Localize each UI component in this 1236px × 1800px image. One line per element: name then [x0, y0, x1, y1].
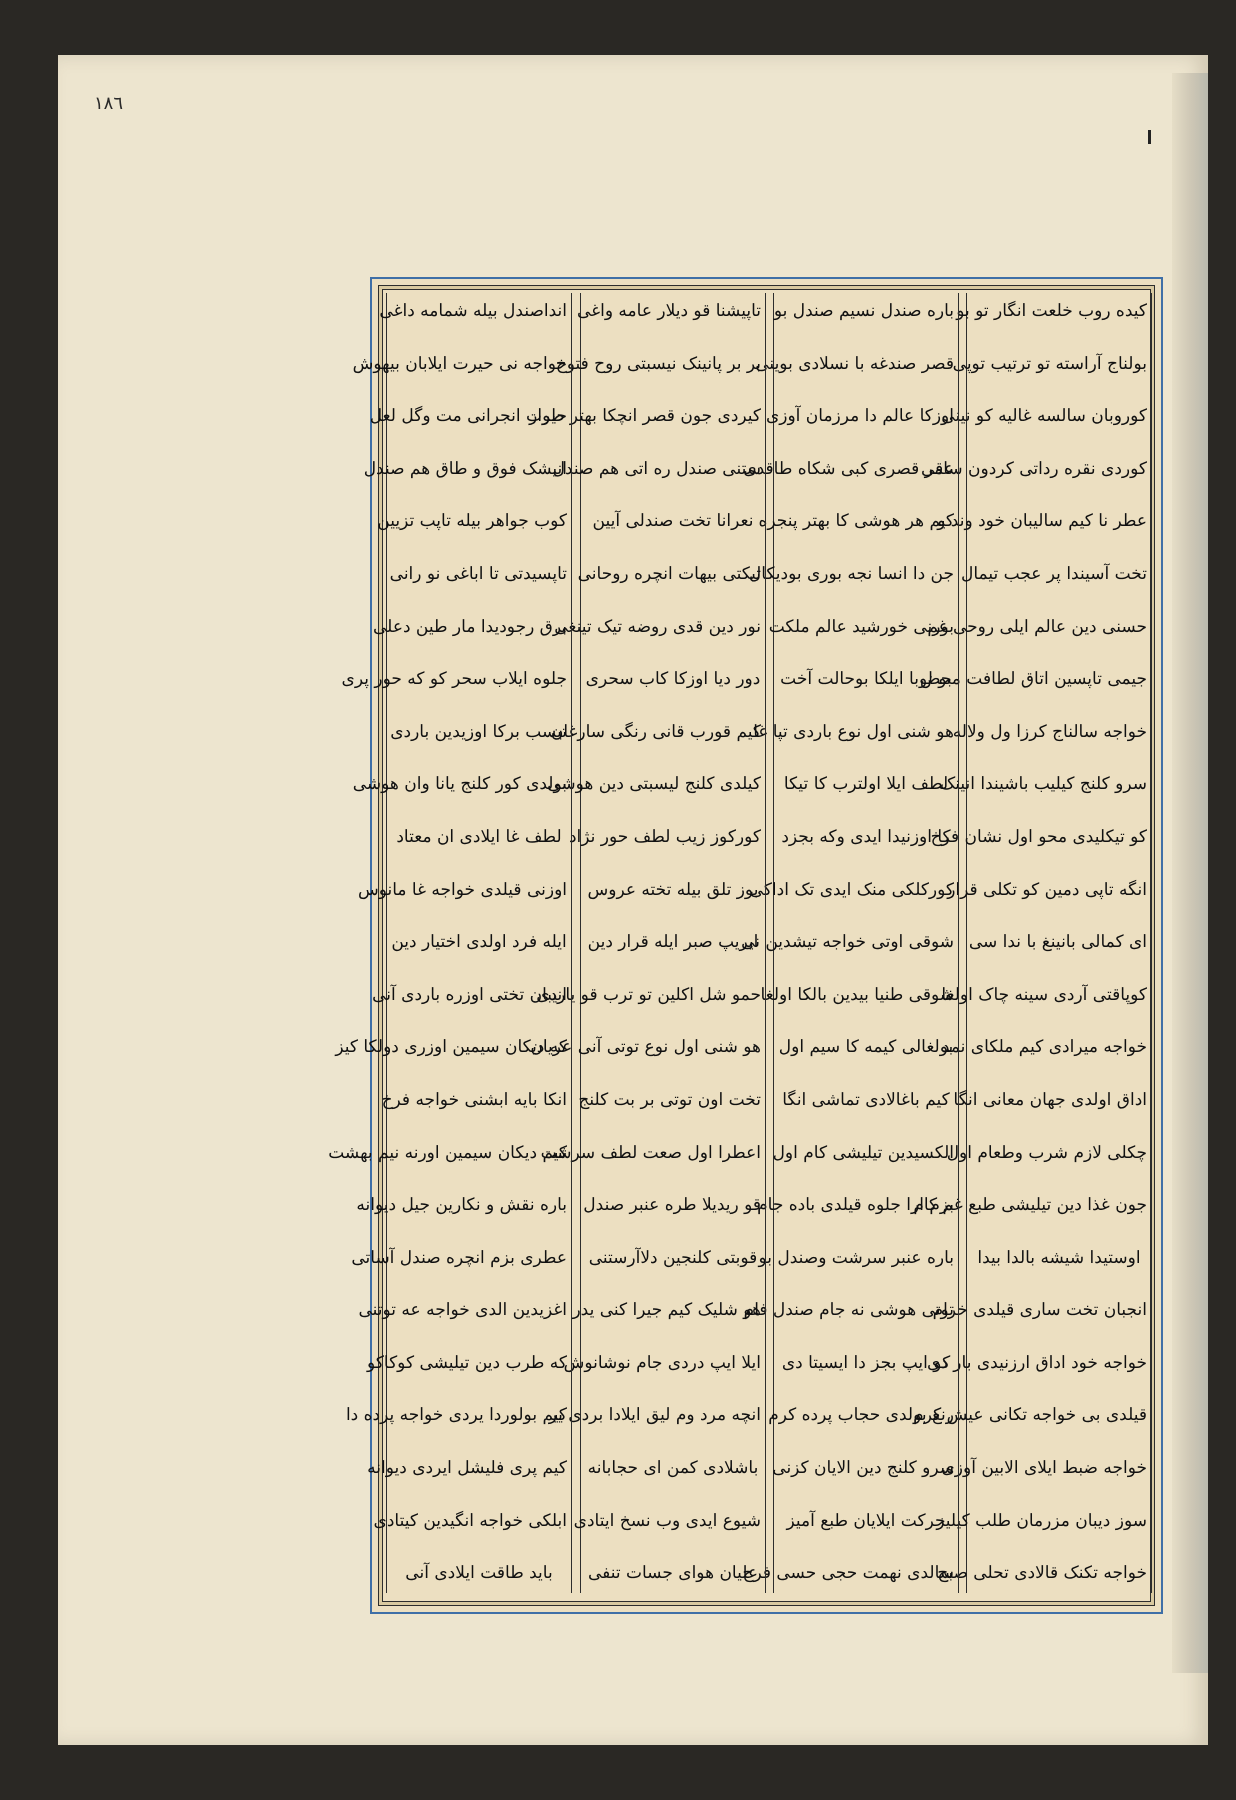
text-line: کوپاقتی آردی سینه چاک اولغا [941, 984, 1147, 1005]
text-column [529, 293, 766, 1593]
text-line: خواجه میرادی کیم ملکای نمد [941, 1037, 1147, 1058]
text-line: کوردی نقره رداتی کردون ساقی [920, 458, 1147, 479]
text-line: بولدی کور کلنج یانا وان هوشی [352, 774, 567, 795]
text-line: دور دیا اوزکا کاب سحری [585, 669, 761, 690]
text-line: خواجه سالناج کرزا ول ولاله [952, 721, 1147, 742]
text-line: کیم هر هوشی کا بهتر پنجره [758, 511, 954, 532]
text-line: هو شنی اول نوع باردی تپا غا [753, 721, 954, 742]
text-line: حرکت ایلایان طبع آمیز [786, 1510, 946, 1531]
text-line: تخت آسیندا پر عجب تیمال [960, 563, 1147, 584]
text-line: انگه تاپی دمین کو تکلی قرار [947, 879, 1147, 900]
text-line: که دیکان سیمین اوزری دولکا کیز [335, 1037, 567, 1058]
text-line: کیلدی کلنج لیسبتی دین هوشی [547, 774, 761, 795]
text-line: ایله فرد اولدی اختیار دین [391, 932, 567, 953]
text-line: رنع بولدی حجاب پرده کرم [768, 1405, 954, 1426]
manuscript-page [58, 55, 1208, 1745]
text-line: کیم بولوردا یردی خواجه پرده دا [345, 1405, 567, 1426]
text-line: کوروبان سالسه غالیه کو نینی [941, 406, 1147, 427]
text-line: علیان هوای جسات تنفی [587, 1563, 759, 1584]
text-line: حسنی دین عالم ایلی روحی غم [927, 616, 1147, 637]
text-line: باره نقش و نکارین جیل دیوانه [356, 1195, 567, 1216]
text-line: توتی هوشی نه جام صندل فام [743, 1300, 954, 1321]
text-line: کیردی جون قصر انچکا بهتر طوار [529, 406, 761, 427]
text-line: تاپیشنا قو دیلار عامه واغی [577, 301, 761, 321]
margin-mark [1148, 130, 1151, 144]
text-line: ایریپ صبر ایله قرار دین [587, 932, 759, 953]
text-line: کو ایپ بجز دا ایسیتا دی [781, 1352, 951, 1373]
text-line: نور دین قدی روضه تیک تینغی [554, 616, 761, 637]
text-column [328, 293, 572, 1593]
text-line: خواجه تکنک قالادی تحلی صبح [937, 1563, 1147, 1584]
text-line: سرو کلنج دین الایان کزنی [772, 1458, 954, 1479]
text-line: تیکتی بیهات انچره روحانی [577, 563, 761, 584]
text-line: قصر صندغه با نسلادی بوینی [755, 353, 954, 374]
text-line: خواجه ضبط ایلای الابین آوزی [941, 1458, 1147, 1479]
text-line: تخت اون توتی بر بت کلنج [578, 1089, 761, 1110]
text-line: عطری بزم انچره صندل آساتی [351, 1247, 567, 1268]
text-line: شوقی اوتی خواجه تیشدین نی [741, 932, 954, 953]
text-line: انکا بایه ابشنی خواجه فرخ [381, 1089, 567, 1110]
text-line: انداصندل بیله شمامه داغی [379, 301, 567, 321]
text-line: اوستیدا شیشه بالدا بیدا [977, 1247, 1141, 1268]
text-line: تیسب برکا اوزیدین باردی [390, 721, 567, 742]
text-line: کورکلکی منک ایدی تک اداکی [749, 879, 954, 900]
text-line: باره صندل نسیم صندل بو [773, 301, 954, 321]
text-line: جون غذا دین تیلیشی طبع غم کام [913, 1195, 1147, 1216]
text-line: حمو شل اکلین تو ترب قو یاردی [536, 984, 761, 1005]
text-line: خواجه خود اداق ارزنیدی بار دی [927, 1352, 1147, 1373]
text-line: کیم باغالادی تماشی انگا [782, 1089, 950, 1110]
text-line: باید طاقت ایلادی آنی [405, 1563, 553, 1584]
text-line: انیبان تختی اوزره باردی آنی [372, 984, 567, 1005]
text-line: کا اوزنیدا ایدی وکه بجزد [781, 826, 951, 847]
text-line: بزم ارا جلوه قیلدی باده جام [757, 1195, 954, 1216]
page-edge [1172, 73, 1208, 1673]
text-line: بوز تلق بیله تخته عروس [587, 879, 759, 900]
text-line: اعطرا اول صعت لطف سرشت [540, 1142, 761, 1163]
text-column [741, 293, 959, 1593]
text-line: کیده روب خلعت انگار تو بو [956, 301, 1147, 321]
text-line: اوزکا عالم دا مرزمان آوزی [765, 406, 954, 427]
text-line: چکلی لازم شرب وطعام اول [946, 1142, 1147, 1163]
text-line: کو تیکلیدی محو اول نشان فرخ [930, 826, 1147, 847]
text-frame [328, 277, 1163, 1614]
text-line: انیشک فوق و طاق هم صندل [363, 458, 567, 479]
text-line: عمر قصری کبی شکاه طاقدی [743, 458, 954, 479]
text-line: اغزیدین الدی خواجه عه توتنی [358, 1300, 567, 1321]
text-line: برق رجودیدا مار طین دعلی [373, 616, 567, 637]
text-line: شیوع ایدی وب نسخ ایتادی [573, 1510, 761, 1531]
text-line: اداق اولدی جهان معانی انگا [953, 1089, 1147, 1110]
text-line: باشلادی کمن ای حجابانه [587, 1458, 759, 1479]
text-line: حیرت انجرانی مت وگل لعل [369, 406, 567, 427]
text-line: ستنی صندل ره اتی هم صندل [552, 458, 761, 479]
text-line: عطر نا کیم سالیبان خود وند و [937, 511, 1147, 532]
text-line: لطف ایلا اولترب کا تیکا [783, 774, 949, 795]
text-line: قوبتی کلنجین دلاآرستنی [588, 1247, 758, 1268]
text-line: کوب جواهر بیله تاپب تزیین [377, 511, 567, 532]
text-line: جلوه ایلاب سحر کو که حور پری [341, 669, 567, 690]
text-line: بورنی خورشید عالم ملکت [768, 616, 954, 637]
text-line: ابلکی خواجه انگیدین کیتادی [373, 1510, 567, 1531]
text-line: قو ریدیلا طره عنبر صندل [583, 1195, 761, 1216]
text-line: هو شنی اول نوع توتی آنی عریان [530, 1037, 761, 1058]
text-line: باره عنبر سرشت وصندل بو [758, 1247, 954, 1268]
text-line: کیم پری فلیشل ایردی دیوانه [367, 1458, 567, 1479]
text-column [913, 293, 1152, 1593]
text-line: بولناج آراسته تو ترتیب توپی [952, 353, 1147, 374]
text-line: شوقی طنیا بیدین بالکا اولغا [760, 984, 954, 1005]
text-line: بولغالی کیمه کا سیم اول [778, 1037, 954, 1058]
text-line: انجبان تخت ساری قیلدی خرام [932, 1300, 1147, 1321]
text-line: هو شلیک کیم جیرا کنی یدر [572, 1300, 761, 1321]
text-line: الکسیدین تیلیشی کام اول [772, 1142, 954, 1163]
text-line: بر بر پانینک نیسبتی روح فتوح [555, 353, 761, 374]
text-line: کیم قورب قانی رنگی سارغان [550, 721, 761, 742]
text-line: ایلا ایپ دردی جام نوشانوش [563, 1352, 761, 1373]
text-line: بو لوبا ایلکا بوحالت آخت [780, 669, 952, 690]
text-line: خواجه نی حیرت ایلابان بیهوش [352, 353, 567, 374]
text-line: نعرانا تخت صندلی آیین [592, 511, 754, 532]
text-line: کورکوز زیب لطف حور نژاد [568, 826, 761, 847]
text-line: جن دا انسا نجه بوری بودیکال [748, 563, 954, 584]
text-line: سالدی نهمت حجی حسی فرح [742, 1563, 954, 1584]
text-line: لطف غا ایلادی ان معتاد [396, 826, 562, 847]
text-line: قیلدی بی خواجه تکانی عیش کرم [913, 1405, 1147, 1426]
text-line: که طرب دین تیلیشی کوکاکو [367, 1352, 567, 1373]
folio-number: ١٨٦ [94, 93, 124, 114]
text-line: سرو کلنج کیلیب باشیندا انینک [940, 774, 1147, 795]
text-line: اوزنی قیلدی خواجه غا مانوس [357, 879, 567, 900]
text-line: سوز دیبان مزرمان طلب کیلیز [936, 1510, 1147, 1531]
text-line: تاپسیدتی تا اباغی نو رانی [389, 563, 567, 584]
text-line: جیمی تاپسین اتاق لطافت محض [920, 669, 1147, 690]
text-line: انچه مرد وم لیق ایلادا بردی یر [548, 1405, 761, 1426]
text-line: ای کمالی بانینغ با ندا سی [968, 932, 1147, 953]
text-line: کیم دیکان سیمین اورنه نیم بهشت [328, 1142, 567, 1163]
